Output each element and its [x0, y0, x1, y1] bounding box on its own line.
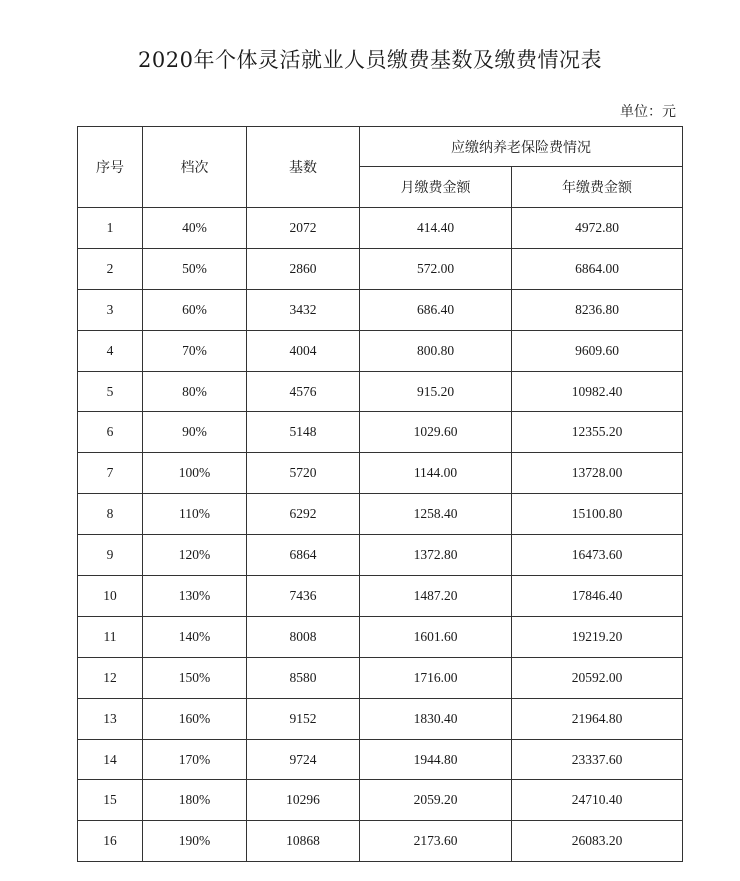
cell-tier: 90%: [143, 412, 247, 453]
cell-tier: 130%: [143, 576, 247, 617]
table-row: [78, 453, 683, 494]
cell-base: 6864: [247, 535, 360, 576]
cell-base: 10296: [247, 780, 360, 821]
cell-base: 10868: [247, 821, 360, 862]
cell-annual: 10982.40: [512, 371, 683, 412]
table-row: [78, 371, 683, 412]
cell-monthly: 2059.20: [360, 780, 512, 821]
cell-monthly: 572.00: [360, 248, 512, 289]
cell-index: 8: [78, 494, 143, 535]
cell-base: 6292: [247, 494, 360, 535]
cell-monthly: 1944.80: [360, 739, 512, 780]
cell-base: 5148: [247, 412, 360, 453]
cell-monthly: 1372.80: [360, 535, 512, 576]
cell-annual: 20592.00: [512, 657, 683, 698]
cell-monthly: 686.40: [360, 289, 512, 330]
cell-index: 10: [78, 576, 143, 617]
cell-tier: 120%: [143, 535, 247, 576]
table-row: [78, 698, 683, 739]
cell-monthly: 1487.20: [360, 576, 512, 617]
table-row: [78, 657, 683, 698]
cell-monthly: 1029.60: [360, 412, 512, 453]
cell-base: 3432: [247, 289, 360, 330]
table-row: [78, 576, 683, 617]
table-row: [78, 821, 683, 862]
cell-monthly: 1258.40: [360, 494, 512, 535]
cell-monthly: 1601.60: [360, 616, 512, 657]
cell-annual: 4972.80: [512, 208, 683, 249]
cell-monthly: 915.20: [360, 371, 512, 412]
table-row: [78, 289, 683, 330]
cell-annual: 9609.60: [512, 330, 683, 371]
cell-annual: 15100.80: [512, 494, 683, 535]
cell-index: 15: [78, 780, 143, 821]
cell-base: 2860: [247, 248, 360, 289]
cell-tier: 40%: [143, 208, 247, 249]
cell-annual: 23337.60: [512, 739, 683, 780]
cell-index: 3: [78, 289, 143, 330]
cell-annual: 16473.60: [512, 535, 683, 576]
cell-annual: 17846.40: [512, 576, 683, 617]
cell-index: 7: [78, 453, 143, 494]
header-base: 基数: [247, 127, 360, 208]
cell-annual: 12355.20: [512, 412, 683, 453]
cell-tier: 100%: [143, 453, 247, 494]
cell-annual: 21964.80: [512, 698, 683, 739]
table-row: [78, 535, 683, 576]
fee-table: [77, 126, 683, 862]
header-tier: 档次: [143, 127, 247, 208]
page-title: 2020年个体灵活就业人员缴费基数及缴费情况表: [138, 48, 602, 72]
cell-base: 7436: [247, 576, 360, 617]
cell-tier: 170%: [143, 739, 247, 780]
cell-tier: 60%: [143, 289, 247, 330]
cell-base: 5720: [247, 453, 360, 494]
cell-base: 8008: [247, 616, 360, 657]
cell-index: 13: [78, 698, 143, 739]
cell-index: 9: [78, 535, 143, 576]
cell-tier: 180%: [143, 780, 247, 821]
cell-index: 14: [78, 739, 143, 780]
cell-base: 4004: [247, 330, 360, 371]
cell-monthly: 2173.60: [360, 821, 512, 862]
header-annual: 年缴费金额: [512, 167, 683, 208]
cell-base: 4576: [247, 371, 360, 412]
header-row: [78, 127, 683, 167]
table-row: [78, 412, 683, 453]
cell-base: 9724: [247, 739, 360, 780]
cell-index: 16: [78, 821, 143, 862]
cell-tier: 50%: [143, 248, 247, 289]
cell-monthly: 800.80: [360, 330, 512, 371]
cell-tier: 140%: [143, 616, 247, 657]
table-row: [78, 780, 683, 821]
table-row: [78, 739, 683, 780]
cell-index: 2: [78, 248, 143, 289]
cell-monthly: 1144.00: [360, 453, 512, 494]
cell-tier: 190%: [143, 821, 247, 862]
header-index: 序号: [78, 127, 143, 208]
cell-annual: 8236.80: [512, 289, 683, 330]
table-row: [78, 248, 683, 289]
table-row: [78, 616, 683, 657]
cell-index: 12: [78, 657, 143, 698]
unit-label: 单位：元: [620, 104, 676, 120]
cell-tier: 110%: [143, 494, 247, 535]
header-group: 应缴纳养老保险费情况: [360, 127, 683, 167]
cell-index: 11: [78, 616, 143, 657]
table-body: [78, 208, 683, 862]
table-row: [78, 330, 683, 371]
cell-annual: 19219.20: [512, 616, 683, 657]
cell-tier: 80%: [143, 371, 247, 412]
cell-tier: 70%: [143, 330, 247, 371]
cell-base: 8580: [247, 657, 360, 698]
cell-tier: 150%: [143, 657, 247, 698]
cell-annual: 24710.40: [512, 780, 683, 821]
cell-annual: 6864.00: [512, 248, 683, 289]
table-row: [78, 208, 683, 249]
header-monthly: 月缴费金额: [360, 167, 512, 208]
cell-index: 5: [78, 371, 143, 412]
cell-base: 2072: [247, 208, 360, 249]
cell-monthly: 414.40: [360, 208, 512, 249]
cell-monthly: 1716.00: [360, 657, 512, 698]
table-row: [78, 494, 683, 535]
cell-index: 6: [78, 412, 143, 453]
cell-index: 1: [78, 208, 143, 249]
cell-base: 9152: [247, 698, 360, 739]
cell-monthly: 1830.40: [360, 698, 512, 739]
cell-annual: 13728.00: [512, 453, 683, 494]
cell-index: 4: [78, 330, 143, 371]
cell-tier: 160%: [143, 698, 247, 739]
cell-annual: 26083.20: [512, 821, 683, 862]
